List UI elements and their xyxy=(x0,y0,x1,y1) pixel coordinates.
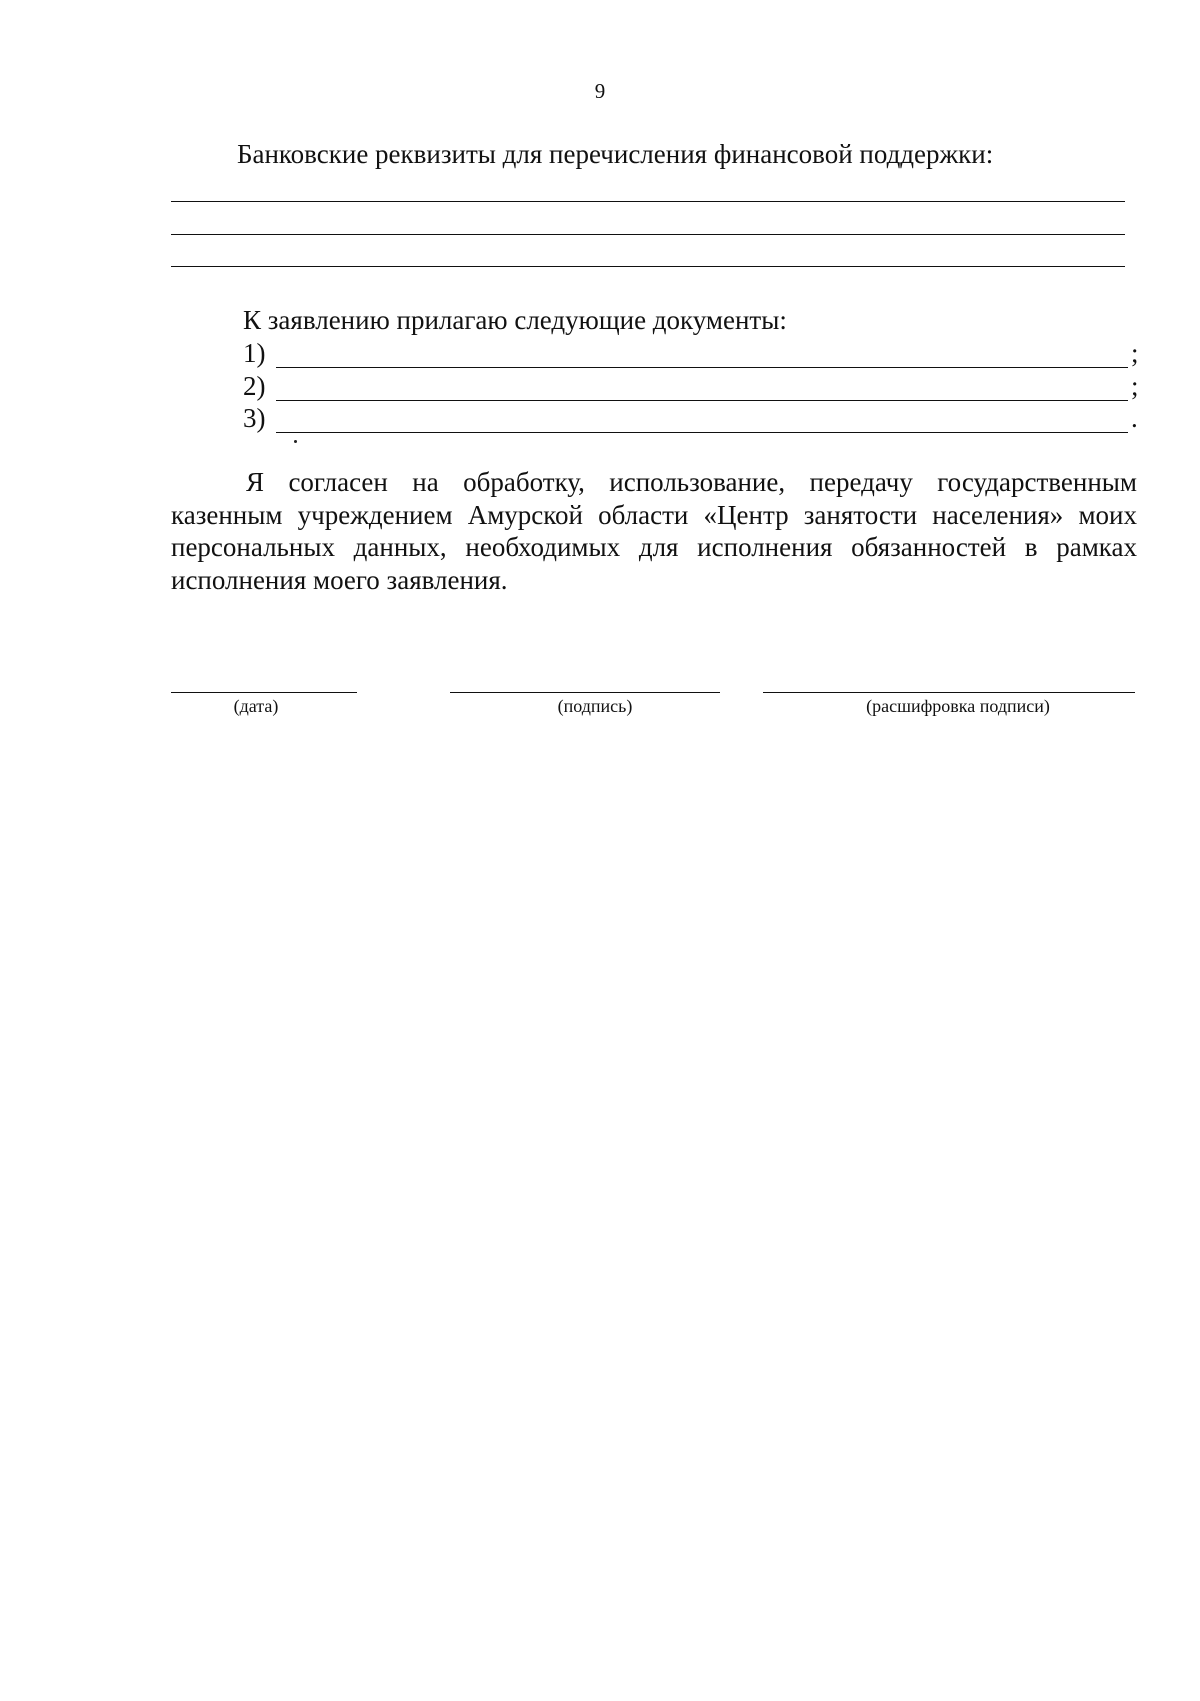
attachment-item-terminator: ; xyxy=(1131,338,1139,368)
attachment-item-number: 2) xyxy=(243,371,266,401)
signature-caption: (подпись) xyxy=(557,696,633,716)
page-number: 9 xyxy=(594,79,606,103)
attachment-item-number: 3) xyxy=(243,403,266,433)
signature-transcript-caption: (расшифровка подписи) xyxy=(866,696,1050,716)
signature-line xyxy=(450,692,720,693)
attachment-item-line xyxy=(276,400,1128,401)
attachment-item xyxy=(0,403,1200,437)
bank-details-line-3 xyxy=(171,266,1125,267)
date-line xyxy=(171,692,357,693)
attachment-item-line xyxy=(276,367,1128,368)
bank-details-line-1 xyxy=(171,201,1125,202)
attachment-item-terminator: . xyxy=(1131,403,1138,433)
attachments-heading: К заявлению прилагаю следующие документы: xyxy=(243,305,787,335)
consent-paragraph: Я согласен на обработку, использование, передачу государственным казенным учреждением Амурской области «Центр занятости населения» моих персональных данных, необходимых для исполнения обязанностей в рамках исполнения моего заявления. xyxy=(171,467,1137,595)
attachment-item-number: 1) xyxy=(243,338,266,368)
attachment-item xyxy=(0,371,1200,405)
attachment-item-terminator: ; xyxy=(1131,371,1139,401)
date-caption: (дата) xyxy=(233,696,279,716)
attachment-item xyxy=(0,338,1200,372)
bank-details-heading: Банковские реквизиты для перечисления финансовой поддержки: xyxy=(237,139,994,169)
signature-transcript-line xyxy=(763,692,1135,693)
attachment-item-line xyxy=(276,432,1128,433)
scan-speck xyxy=(294,440,297,443)
bank-details-line-2 xyxy=(171,234,1125,235)
